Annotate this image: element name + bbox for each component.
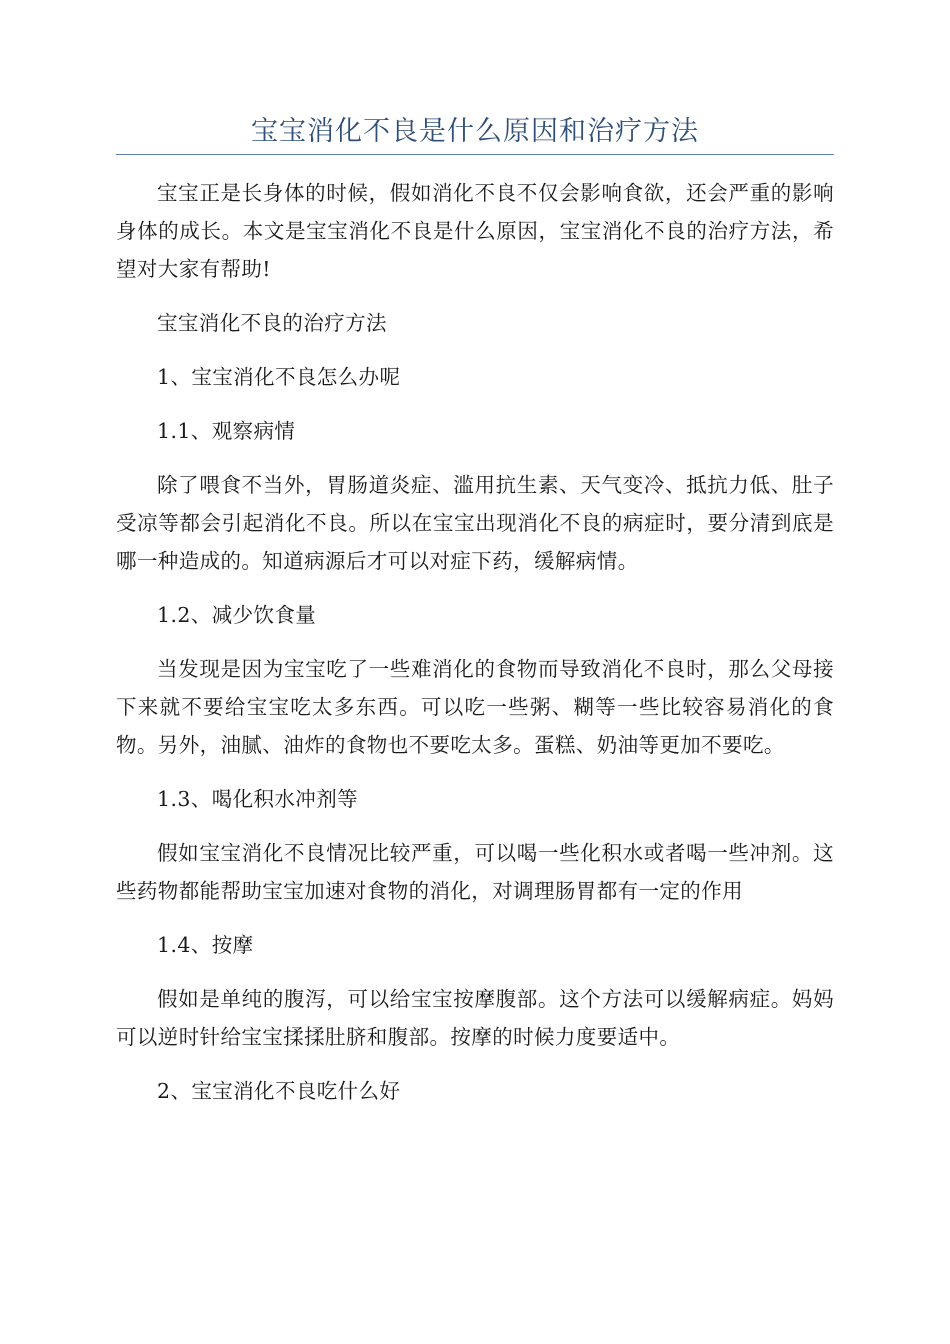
paragraph-1-1: 除了喂食不当外，胃肠道炎症、滥用抗生素、天气变冷、抵抗力低、肚子受凉等都会引起消化不良。所以在宝宝出现消化不良的病症时，要分清到底是哪一种造成的。知道病源后才可以对症下药，缓解病情。 [116,473,834,573]
section-heading-1-1: 1.1、观察病情 [157,419,296,443]
section-heading-1-2: 1.2、减少饮食量 [157,603,317,627]
document-body [116,174,834,1110]
paragraph-1-3: 假如宝宝消化不良情况比较严重，可以喝一些化积水或者喝一些冲剂。这些药物都能帮助宝宝加速对食物的消化，对调理肠胃都有一定的作用 [116,841,834,903]
section-heading-2: 2、宝宝消化不良吃什么好 [157,1079,401,1103]
section-heading-1: 1、宝宝消化不良怎么办呢 [157,365,401,389]
paragraph-1-2: 当发现是因为宝宝吃了一些难消化的食物而导致消化不良时，那么父母接下来就不要给宝宝吃太多东西。可以吃一些粥、糊等一些比较容易消化的食物。另外，油腻、油炸的食物也不要吃太多。蛋糕、奶油等更加不要吃。 [116,657,834,757]
document-title: 宝宝消化不良是什么原因和治疗方法 [251,116,699,147]
section-heading-treatment: 宝宝消化不良的治疗方法 [157,311,387,335]
title-underline [116,154,834,155]
paragraph-1-4: 假如是单纯的腹泻，可以给宝宝按摩腹部。这个方法可以缓解病症。妈妈可以逆时针给宝宝揉揉肚脐和腹部。按摩的时候力度要适中。 [116,987,834,1049]
section-heading-1-4: 1.4、按摩 [157,933,254,957]
section-heading-1-3: 1.3、喝化积水冲剂等 [157,787,359,811]
intro-paragraph: 宝宝正是长身体的时候，假如消化不良不仅会影响食欲，还会严重的影响身体的成长。本文是宝宝消化不良是什么原因，宝宝消化不良的治疗方法，希望对大家有帮助! [116,181,834,281]
